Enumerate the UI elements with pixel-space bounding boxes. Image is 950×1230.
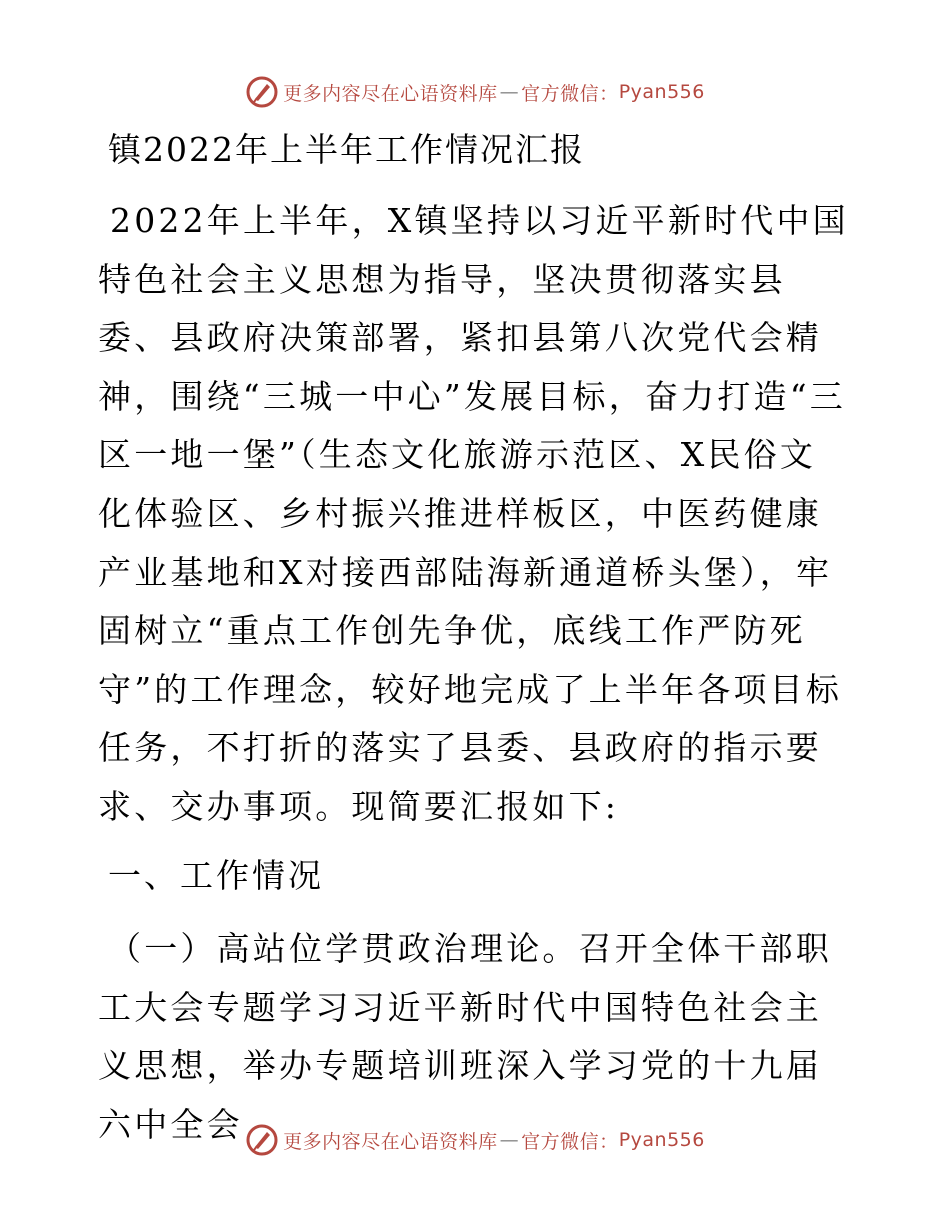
quill-logo-icon — [245, 1123, 279, 1157]
watermark-wechat-id: Pyan556 — [618, 1129, 705, 1151]
watermark-wechat-label: 官方微信： — [521, 1130, 619, 1153]
quill-logo-icon — [245, 75, 279, 109]
watermark-site-text: 更多内容尽在心语资料库 — [283, 1130, 498, 1153]
watermark-site-text: 更多内容尽在心语资料库 — [283, 82, 498, 105]
watermark-header — [0, 72, 950, 112]
watermark-footer — [0, 1120, 950, 1160]
watermark-wechat-id: Pyan556 — [618, 81, 705, 103]
section-paragraph: （一）高站位学贯政治理论。召开全体干部职工大会专题学习习近平新时代中国特色社会主义思想，举办专题培训班深入学习党的十九届六中全会 — [98, 929, 832, 1144]
section-heading: 一、工作情况 — [108, 856, 324, 895]
document-title: 镇2022年上半年工作情况汇报 — [108, 130, 585, 169]
watermark-separator: — — [499, 1129, 520, 1151]
watermark-separator: — — [499, 81, 520, 103]
intro-paragraph: 2022年上半年，X镇坚持以习近平新时代中国特色社会主义思想为指导，坚决贯彻落实县委、县政府决策部署，紧扣县第八次党代会精神，围绕“三城一中心”发展目标，奋力打造“三区一地一堡”（生态文化旅游示范区、X民俗文化体验区、乡村振兴推进样板区，中医药健康产业基地和X对接西部陆海新通道桥头堡），牢固树立“重点工作创先争优，底线工作严防死守”的工作理念，较好地完成了上半年各项目标任务，不打折的落实了县委、县政府的指示要求、交办事项。现简要汇报如下: — [98, 201, 849, 826]
watermark-wechat-label: 官方微信： — [521, 82, 619, 105]
